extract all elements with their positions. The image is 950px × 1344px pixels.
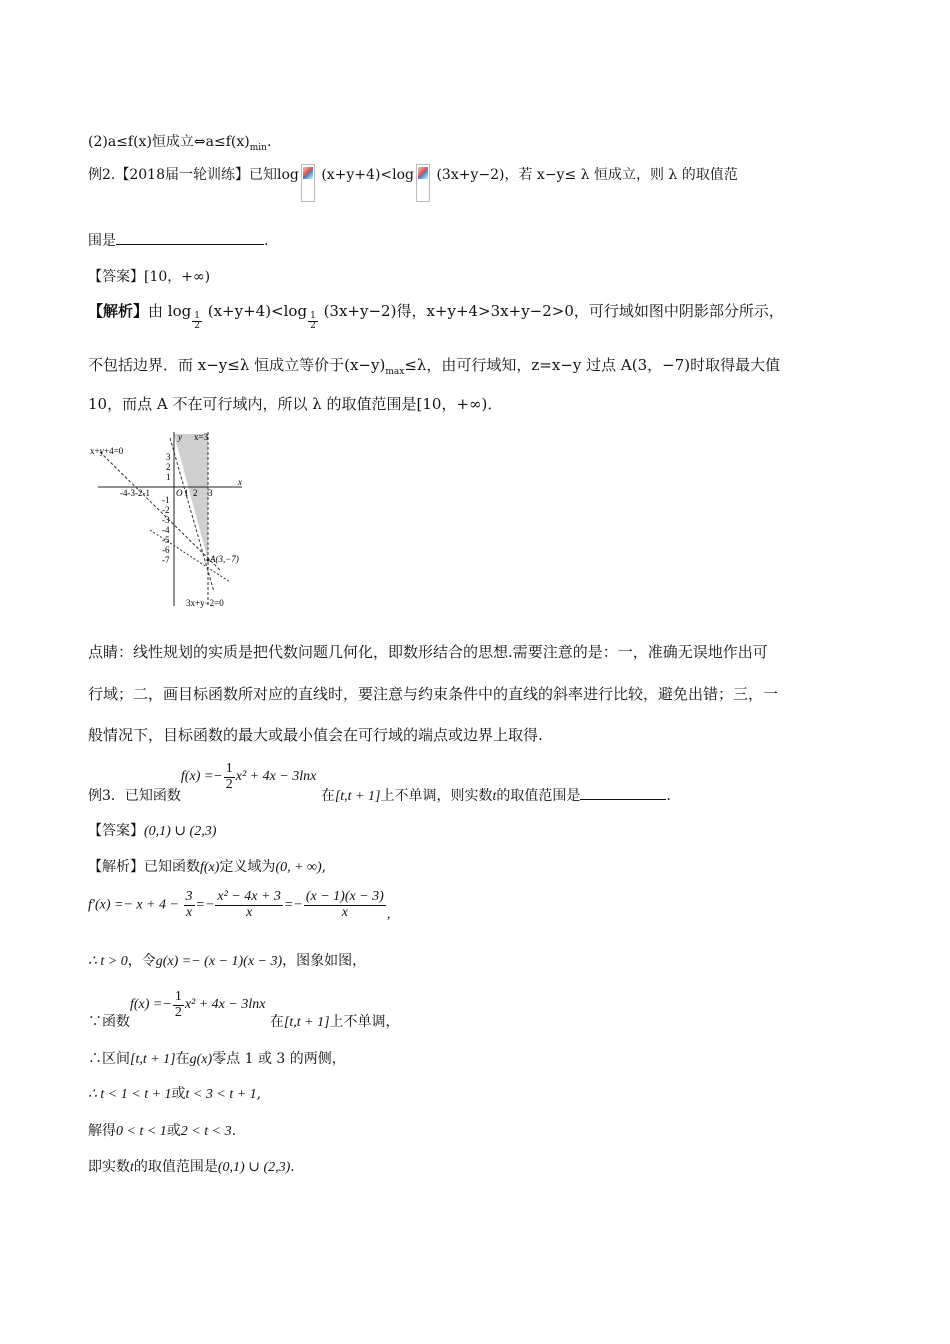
solution3-line1: [88, 856, 326, 876]
solution-text: 在: [269, 1014, 284, 1031]
line1-label: x+y+4=0: [90, 446, 124, 456]
x-tick-2: 2: [193, 488, 198, 498]
condition-line: [88, 131, 271, 151]
solution-text: ，令: [127, 953, 156, 969]
solution-label: 【解析】: [88, 859, 144, 875]
y-tick: -4: [162, 525, 170, 535]
negative-x-ticks: -4-3-2-1: [120, 488, 150, 498]
interval: [t,t + 1]: [283, 1015, 330, 1031]
variable-t: t: [130, 1160, 134, 1175]
fraction-numerator: 1: [174, 989, 182, 1004]
y-tick: 3: [166, 452, 171, 462]
example2-answer-text: 【答案】[10，+∞): [88, 269, 211, 285]
because-text: ∵函数: [88, 1014, 130, 1031]
solution-text: 不包括边界．而 x−y≤λ 恒成立等价于(x−y): [88, 356, 386, 374]
example2-text-c: (3x+y−2)，若 x−y≤ λ 恒成立，则 λ 的取值范: [436, 167, 738, 183]
note-line2: [88, 683, 778, 704]
y-tick: -5: [162, 535, 170, 545]
equals: =−: [195, 897, 215, 913]
derivative-text: f′(x) =− x + 4 −: [88, 897, 179, 913]
comma: ,: [256, 1086, 262, 1102]
example3-tail: [321, 788, 671, 804]
function-text: x² + 4x − 3lnx: [184, 997, 266, 1013]
answer-value: (0,1) ∪ (2,3): [144, 824, 217, 839]
solution-text: 零点 1 或 3 的两侧，: [212, 1051, 346, 1067]
example3-text-a: 例3．已知函数: [88, 788, 181, 805]
solution-text: 或: [166, 1123, 181, 1139]
condition-text: (2)a≤f(x)恒成立⇔a≤f(x): [88, 134, 250, 150]
comma: ,: [386, 907, 391, 923]
period: .: [290, 1159, 295, 1175]
fraction-numerator: 1: [310, 310, 316, 321]
x-axis-label: x: [238, 477, 242, 487]
solution-text: 解得: [88, 1123, 116, 1139]
fraction-numerator: (x − 1)(x − 3): [305, 889, 384, 904]
condition-end: .: [266, 134, 272, 150]
example2-solution-line1: [88, 300, 784, 331]
equals: =−: [283, 897, 303, 913]
answer-blank: [116, 232, 264, 245]
solve-line: [88, 1120, 236, 1140]
example2-text-b: (x+y+4)<log: [321, 167, 415, 183]
log-base-fraction: [308, 312, 318, 332]
fraction-denominator: x: [246, 904, 253, 920]
inequality-2: t < 3 < t + 1: [185, 1087, 257, 1102]
function-text: f(x) =−: [130, 997, 172, 1013]
example3-text-c: 上不单调，则实数: [380, 788, 493, 805]
example2-question-end: [88, 230, 268, 250]
function-text: x² + 4x − 3lnx: [235, 769, 317, 785]
note-text: 点睛：线性规划的实质是把代数问题几何化，即数形结合的思想.需要注意的是：一，准确无误地作出可: [88, 643, 768, 661]
solution-text: (3x+y−2)得，x+y+4>3x+y−2>0，可行域如图中阴影部分所示，: [323, 302, 784, 320]
fraction-factored: [304, 890, 386, 920]
t-positive: ∴ t > 0: [88, 954, 128, 969]
fraction-denominator: x: [341, 904, 348, 920]
example2-end: .: [264, 233, 269, 249]
condition-subscript: min: [249, 143, 267, 153]
example2-text-a: 例2.【2018届一轮训练】已知log: [88, 167, 299, 183]
note-line3: [88, 724, 543, 745]
fraction-numerator: 1: [225, 761, 233, 776]
example3-text-d: 的取值范围是: [496, 788, 581, 805]
final-range: (0,1) ∪ (2,3): [217, 1160, 291, 1175]
one-half-fraction: [224, 762, 235, 792]
line2-label: 3x+y−2=0: [186, 598, 224, 608]
fraction-3-over-x: [184, 890, 195, 920]
origin-label: O: [176, 488, 183, 498]
note-text: 行域；二，画目标函数所对应的直线时，要注意与约束条件中的直线的斜率进行比较，避免出错；三，一: [88, 685, 779, 703]
function-definition: [180, 761, 317, 792]
therefore-line1: [88, 1048, 346, 1068]
example2-text-d: 围是: [88, 233, 116, 249]
log-base-image: [416, 164, 430, 202]
derivative-line: [88, 889, 391, 923]
y-tick: -7: [162, 555, 170, 565]
example2-answer: [88, 266, 210, 286]
log-base-fraction: [192, 312, 202, 332]
solution-text: 的取值范围是: [133, 1159, 218, 1175]
y-tick: -1: [162, 495, 170, 505]
solution-text: ，图象如图，: [282, 953, 367, 969]
fraction-numerator: 3: [185, 889, 193, 904]
interval: [t,t + 1]: [130, 1052, 176, 1067]
math-fx: f(x): [200, 860, 220, 875]
y-tick: -3: [162, 515, 170, 525]
range-2: 2 < t < 3: [180, 1124, 232, 1139]
fraction-denominator: x: [185, 904, 193, 920]
fraction-denominator: 2: [194, 321, 200, 331]
example2-solution-line3: [88, 393, 502, 414]
fraction-numerator: 1: [194, 310, 200, 321]
solution-text: 或: [171, 1086, 186, 1102]
solution-text: ∴区间: [88, 1051, 130, 1067]
y-tick: -6: [162, 545, 170, 555]
domain: (0, + ∞): [275, 860, 322, 875]
answer-label: 【答案】: [88, 823, 144, 839]
range-1: 0 < t < 1: [116, 1124, 167, 1139]
final-line: [88, 1156, 295, 1176]
one-half-fraction: [173, 990, 184, 1020]
inequality-1: ∴ t < 1 < t + 1: [88, 1087, 172, 1102]
note-text: 般情况下，目标函数的最大或最小值会在可行域的端点或边界上取得.: [88, 726, 543, 744]
solution-text: 定义域为: [219, 859, 276, 875]
y-tick: -2: [162, 505, 170, 515]
x-tick-1: 1: [184, 488, 189, 498]
solution-text: 10，而点 A 不在可行域内，所以 λ 的取值范围是[10，+∞)．: [88, 395, 503, 413]
example3-question: [88, 761, 671, 805]
solution-text: (x+y+4)<log: [207, 302, 308, 320]
variable-t: t: [492, 789, 497, 805]
log-base-image: [301, 164, 315, 202]
solution-text: 由 log: [148, 302, 192, 320]
max-subscript: max: [385, 367, 405, 377]
fraction-numerator: x² − 4x + 3: [217, 889, 281, 904]
x3-label: x=3: [194, 432, 209, 442]
feasible-region-figure: [90, 430, 250, 610]
solution-text: ≤λ，由可行域知，z=x−y 过点 A(3，−7)时取得最大值: [404, 356, 781, 374]
function-text: f(x) =−: [180, 769, 223, 785]
solution-text: 上不单调，: [329, 1014, 400, 1031]
because-line: [88, 989, 400, 1031]
example3-end: .: [666, 788, 671, 805]
y-tick: 1: [166, 472, 171, 482]
g-function: g(x) =− (x − 1)(x − 3): [155, 954, 283, 969]
solution-text: 即实数: [88, 1159, 130, 1175]
solution-label: 【解析】: [88, 302, 149, 320]
g-definition-line: [88, 950, 366, 970]
example2-question: [88, 164, 738, 202]
example3-answer: [88, 820, 216, 840]
because-tail: [270, 1014, 400, 1030]
period: .: [231, 1123, 237, 1139]
example3-text-b: 在: [320, 788, 335, 805]
math-gx: g(x): [189, 1052, 213, 1067]
fraction-denominator: 2: [225, 776, 233, 792]
solution-text: 已知函数: [144, 859, 200, 875]
function-definition: [130, 989, 266, 1020]
interval: [t,t + 1]: [334, 789, 381, 805]
fraction-denominator: 2: [310, 321, 316, 331]
fraction-quadratic: [215, 890, 283, 920]
answer-blank: [580, 787, 666, 800]
x-tick-3: 3: [208, 488, 213, 498]
y-axis-label: y: [178, 432, 182, 442]
note-line1: [88, 641, 768, 662]
point-a-label: A(3,−7): [210, 554, 239, 564]
therefore-line2: [88, 1083, 261, 1103]
example2-solution-line2: [88, 354, 780, 375]
y-tick: 2: [166, 462, 171, 472]
fraction-denominator: 2: [174, 1004, 182, 1020]
solution-text: 在: [175, 1051, 190, 1067]
solution-text: ,: [321, 859, 327, 875]
